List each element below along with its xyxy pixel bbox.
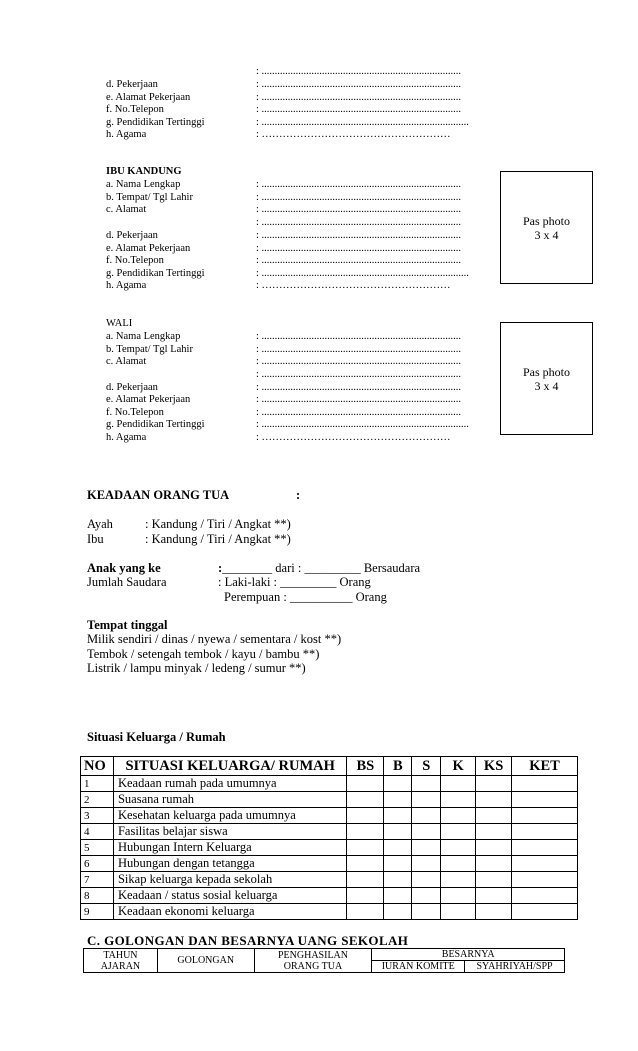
cell-k	[441, 808, 476, 824]
row-text: Keadaan rumah pada umumnya	[113, 776, 346, 792]
field-label: h. Agama	[106, 129, 147, 140]
cell-k	[441, 856, 476, 872]
cell-bs	[347, 776, 384, 792]
cell-b	[384, 856, 412, 872]
form-row	[0, 104, 638, 117]
field-value: : ............................................................................	[256, 343, 462, 355]
anak-ke-colon: :	[218, 561, 223, 575]
field-label: e. Alamat Pekerjaan	[106, 394, 191, 405]
header-tahun-ajaran	[84, 949, 158, 973]
cell-b	[384, 776, 412, 792]
cell-k	[441, 824, 476, 840]
table-row	[81, 776, 578, 792]
field-label: g. Pendidikan Tertinggi	[106, 267, 205, 279]
cell-ket	[512, 872, 578, 888]
section-title: Tempat tinggal	[87, 618, 168, 632]
table-header-row	[84, 949, 565, 961]
cell-s	[412, 808, 441, 824]
cell-ket	[512, 856, 578, 872]
field-value: : ………………………………………………	[256, 129, 451, 140]
field-label: a. Nama Lengkap	[106, 179, 181, 190]
ibu-label: Ibu	[87, 532, 104, 546]
table-row	[81, 872, 578, 888]
cell-k	[441, 792, 476, 808]
field-label: d. Pekerjaan	[106, 230, 158, 241]
header-s: S	[412, 757, 441, 776]
field-value: : ............................................................................	[256, 79, 462, 90]
field-label: b. Tempat/ Tgl Lahir	[106, 191, 193, 203]
table-header-row	[81, 757, 578, 776]
row-number: 2	[81, 792, 114, 808]
field-value: : ............................................................................	[256, 179, 462, 190]
golongan-table	[83, 948, 565, 973]
row-number: 4	[81, 824, 114, 840]
anak-ke-label: Anak yang ke	[87, 561, 161, 575]
cell-bs	[347, 808, 384, 824]
perempuan-value: Perempuan : __________ Orang	[224, 590, 387, 604]
field-label: c. Alamat	[106, 204, 147, 215]
cell-ks	[476, 792, 512, 808]
header-besarnya: BESARNYA	[372, 949, 565, 961]
table-row	[81, 824, 578, 840]
field-label: f. No.Telepon	[106, 406, 164, 418]
cell-k	[441, 872, 476, 888]
field-label: c. Alamat	[106, 356, 147, 367]
cell-ks	[476, 776, 512, 792]
cell-b	[384, 872, 412, 888]
cell-k	[441, 776, 476, 792]
field-label: f. No.Telepon	[106, 255, 164, 266]
cell-bs	[347, 904, 384, 920]
field-value: : ............................................................................	[256, 369, 462, 380]
ayah-label: Ayah	[87, 517, 113, 531]
row-text: Hubungan Intern Keluarga	[113, 840, 346, 856]
cell-ket	[512, 824, 578, 840]
row-number: 7	[81, 872, 114, 888]
photo-box	[500, 322, 593, 435]
header-text: ORANG TUA	[283, 960, 343, 972]
wall-options: Tembok / setengah tembok / kayu / bambu **)	[87, 647, 320, 661]
table-row	[81, 888, 578, 904]
row-number: 3	[81, 808, 114, 824]
header-text: AJARAN	[100, 960, 141, 972]
row-number: 8	[81, 888, 114, 904]
field-value: : ............................................................................	[256, 394, 462, 405]
field-value: : ............................................................................	[256, 331, 462, 342]
header-ks: KS	[476, 757, 512, 776]
row-number: 6	[81, 856, 114, 872]
anak-ke-rest: dari : _________ Bersaudara	[272, 561, 421, 575]
cell-b	[384, 824, 412, 840]
utility-options: Listrik / lampu minyak / ledeng / sumur **)	[87, 661, 306, 675]
ayah-extra-value: : ............................................................................	[256, 66, 462, 77]
anak-ke-blank: ________	[222, 561, 273, 575]
field-value: : ...............................................................................	[256, 267, 469, 279]
cell-b	[384, 904, 412, 920]
field-label: a. Nama Lengkap	[106, 331, 181, 342]
cell-k	[441, 888, 476, 904]
cell-s	[412, 872, 441, 888]
cell-k	[441, 904, 476, 920]
section-title: KEADAAN ORANG TUA	[87, 488, 230, 502]
field-label: h. Agama	[106, 280, 147, 291]
form-row	[0, 92, 638, 105]
cell-b	[384, 792, 412, 808]
cell-s	[412, 776, 441, 792]
header-b: B	[384, 757, 412, 776]
field-value: : ............................................................................	[256, 230, 462, 241]
table-row	[81, 904, 578, 920]
ibu-status: : Kandung / Tiri / Angkat **)	[145, 532, 291, 546]
situasi-table	[80, 756, 578, 920]
cell-b	[384, 888, 412, 904]
cell-s	[412, 888, 441, 904]
header-text: TAHUN	[103, 949, 138, 961]
row-number: 1	[81, 776, 114, 792]
field-label: h. Agama	[106, 431, 147, 443]
header-penghasilan	[254, 949, 372, 973]
cell-ks	[476, 856, 512, 872]
form-row	[0, 79, 638, 92]
photo-label: Pas photo	[522, 364, 570, 379]
field-value: : ............................................................................	[256, 91, 462, 103]
laki-laki-value: : Laki-laki : _________ Orang	[218, 575, 371, 589]
row-text: Suasana rumah	[113, 792, 346, 808]
header-no: NO	[81, 757, 114, 776]
header-iuran-komite: IURAN KOMITE	[372, 961, 465, 973]
field-value: : ............................................................................	[256, 255, 462, 266]
field-value: : ............................................................................	[256, 242, 462, 254]
field-label: d. Pekerjaan	[106, 79, 158, 90]
cell-s	[412, 824, 441, 840]
field-value: : ............................................................................	[256, 356, 462, 367]
row-text: Sikap keluarga kepada sekolah	[113, 872, 346, 888]
field-value: : ............................................................................	[256, 406, 462, 418]
header-situasi: SITUASI KELUARGA/ RUMAH	[113, 757, 346, 776]
field-label: b. Tempat/ Tgl Lahir	[106, 343, 193, 355]
cell-ket	[512, 904, 578, 920]
cell-bs	[347, 840, 384, 856]
field-value: : ...............................................................................	[256, 419, 469, 430]
header-syahriyah: SYAHRIYAH/SPP	[465, 961, 565, 973]
cell-bs	[347, 824, 384, 840]
row-text: Keadaan ekonomi keluarga	[113, 904, 346, 920]
section-title: IBU KANDUNG	[106, 166, 182, 177]
anak-ke-value	[218, 561, 420, 576]
field-value: : ............................................................................	[256, 217, 462, 228]
cell-s	[412, 792, 441, 808]
field-value: : ............................................................................	[256, 191, 462, 203]
cell-k	[441, 840, 476, 856]
form-row	[0, 117, 638, 130]
cell-ket	[512, 808, 578, 824]
field-value: : ………………………………………………	[256, 280, 451, 291]
cell-s	[412, 840, 441, 856]
field-value: : ………………………………………………	[256, 431, 451, 443]
golongan-title: C. GOLONGAN DAN BESARNYA UANG SEKOLAH	[87, 933, 409, 948]
cell-ks	[476, 808, 512, 824]
field-value: : ............................................................................	[256, 381, 462, 393]
cell-bs	[347, 856, 384, 872]
cell-ket	[512, 776, 578, 792]
row-text: Keadaan / status sosial keluarga	[113, 888, 346, 904]
field-value: : ...............................................................................	[256, 116, 469, 128]
jumlah-saudara-label: Jumlah Saudara	[87, 575, 167, 589]
field-label: e. Alamat Pekerjaan	[106, 242, 191, 254]
field-label: f. No.Telepon	[106, 104, 164, 115]
row-number: 5	[81, 840, 114, 856]
row-text: Fasilitas belajar siswa	[113, 824, 346, 840]
table-row	[81, 840, 578, 856]
header-golongan: GOLONGAN	[157, 949, 254, 973]
section-title: WALI	[106, 318, 133, 329]
table-row	[81, 792, 578, 808]
table-row	[81, 856, 578, 872]
cell-bs	[347, 872, 384, 888]
cell-ks	[476, 888, 512, 904]
row-text: Kesehatan keluarga pada umumnya	[113, 808, 346, 824]
cell-ks	[476, 840, 512, 856]
photo-size: 3 x 4	[534, 227, 559, 242]
table-row	[81, 808, 578, 824]
photo-size: 3 x 4	[534, 378, 559, 393]
cell-ket	[512, 840, 578, 856]
ownership-options: Milik sendiri / dinas / nyewa / sementara / kost **)	[87, 632, 342, 646]
field-label: g. Pendidikan Tertinggi	[106, 116, 205, 128]
cell-ket	[512, 888, 578, 904]
form-row	[0, 129, 638, 142]
cell-ks	[476, 824, 512, 840]
photo-box	[500, 171, 593, 284]
field-label: g. Pendidikan Tertinggi	[106, 419, 205, 430]
ayah-status: : Kandung / Tiri / Angkat **)	[145, 517, 291, 531]
section-colon: :	[296, 488, 301, 502]
situasi-title: Situasi Keluarga / Rumah	[87, 730, 226, 744]
cell-b	[384, 840, 412, 856]
header-text: PENGHASILAN	[278, 949, 348, 961]
header-k: K	[441, 757, 476, 776]
cell-ks	[476, 904, 512, 920]
field-label: e. Alamat Pekerjaan	[106, 91, 191, 103]
cell-s	[412, 904, 441, 920]
cell-bs	[347, 792, 384, 808]
cell-s	[412, 856, 441, 872]
field-value: : ............................................................................	[256, 104, 462, 115]
row-text: Hubungan dengan tetangga	[113, 856, 346, 872]
cell-ks	[476, 872, 512, 888]
row-number: 9	[81, 904, 114, 920]
field-value: : ............................................................................	[256, 204, 462, 215]
cell-ket	[512, 792, 578, 808]
photo-label: Pas photo	[522, 213, 570, 228]
cell-bs	[347, 888, 384, 904]
field-label: d. Pekerjaan	[106, 381, 158, 393]
cell-b	[384, 808, 412, 824]
header-ket: KET	[512, 757, 578, 776]
header-bs: BS	[347, 757, 384, 776]
